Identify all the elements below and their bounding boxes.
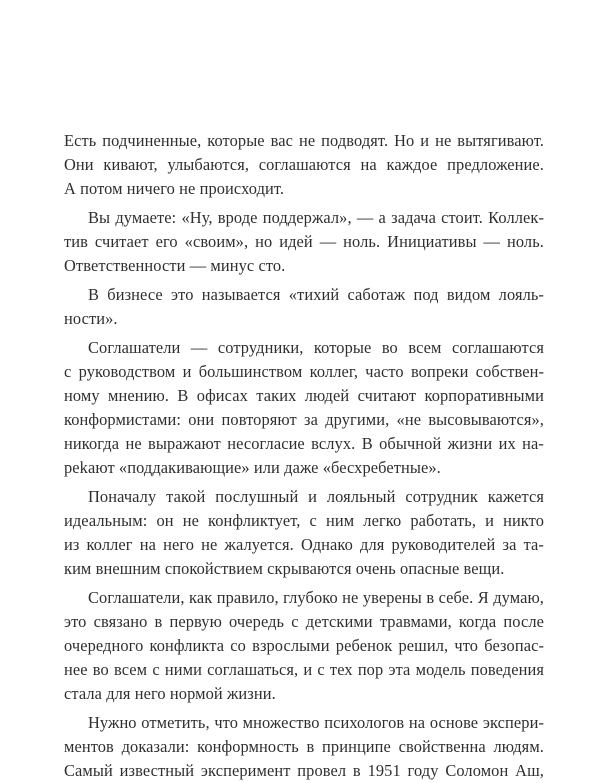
- text-line: Они кивают, улыбаются, соглашаются на каждое предложение.: [64, 155, 544, 174]
- text-line: Самый известный эксперимент провел в 1951 году Соломон Аш,: [64, 761, 544, 780]
- text-line: из коллег на него не жалуется. Однако для руководителей за та-: [64, 535, 544, 554]
- text-line: ному мнению. В офисах таких людей считают корпоративными: [64, 386, 544, 405]
- text-line: стала для него нормой жизни.: [64, 684, 276, 703]
- text-line: нее во всем с ними соглашаться, и с тех пор эта модель поведения: [64, 660, 544, 679]
- text-line: Поначалу такой послушный и лояльный сотрудник кажется: [88, 487, 544, 506]
- text-line: ности».: [64, 309, 118, 328]
- text-line: Вы думаете: «Ну, вроде поддержал», — а задача стоит. Коллек-: [88, 208, 544, 227]
- text-line: Нужно отметить, что множество психологов на основе экспери-: [88, 713, 544, 732]
- text-line: реkают «поддакивающие» или даже «бесхребетные».: [64, 458, 441, 477]
- text-line: ментов доказали: конформность в принципе свойственна людям.: [64, 737, 544, 756]
- text-line: очередного конфликта со взрослыми ребенок решил, что безопас-: [64, 636, 544, 655]
- text-line: Ответственности — минус сто.: [64, 256, 286, 275]
- text-line: это связано в первую очередь с детскими травмами, когда после: [64, 612, 544, 631]
- text-line: Есть подчиненные, которые вас не подводят. Но и не вытягивают.: [64, 131, 544, 150]
- text-line: В бизнесе это называется «тихий саботаж под видом лояль-: [88, 285, 544, 304]
- text-line: ким внешним спокойствием скрываются очень опасные вещи.: [64, 559, 505, 578]
- text-line: А потом ничего не происходит.: [64, 179, 285, 198]
- text-line: идеальным: он не конфликтует, с ним легко работать, и никто: [64, 511, 544, 530]
- text-line: тив считает его «своим», но идей — ноль. Инициативы — ноль.: [64, 232, 544, 251]
- text-line: с руководством и большинством коллег, часто вопреки собствен-: [64, 362, 544, 381]
- text-line: конформистами: они повторяют за другими, «не высовываются»,: [64, 410, 544, 429]
- text-line: Соглашатели — сотрудники, которые во всем соглашаются: [88, 338, 544, 357]
- text-line: никогда не выражают несогласие вслух. В обычной жизни их на-: [64, 434, 544, 453]
- text-line: Соглашатели, как правило, глубоко не уверены в себе. Я думаю,: [88, 588, 544, 607]
- body-text: [64, 129, 544, 783]
